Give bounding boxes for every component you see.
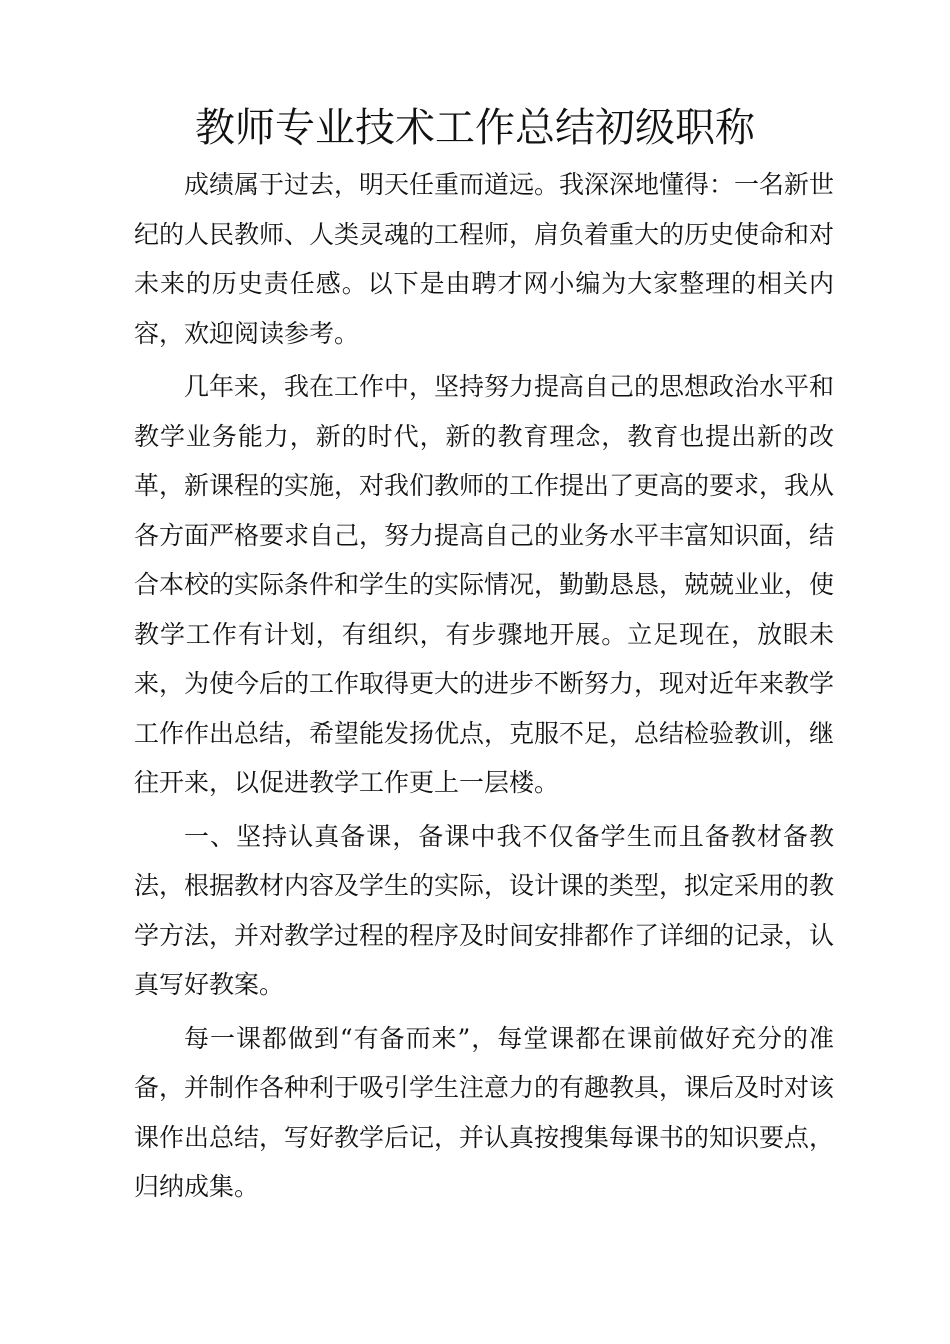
paragraph-class-readiness: 每一课都做到“有备而来”，每堂课都在课前做好充分的准备，并制作各种利于吸引学生注意力的有趣教具，课后及时对该课作出总结，写好教学后记，并认真按搜集每课书的知识要点，归纳成集。 (134, 1023, 835, 1201)
paragraph-overview: 几年来，我在工作中，坚持努力提高自己的思想政治水平和教学业务能力，新的时代，新的教育理念，教育也提出新的改革，新课程的实施，对我们教师的工作提出了更高的要求，我从各方面严格要求自己，努力提高自己的业务水平丰富知识面，结合本校的实际条件和学生的实际情况，勤勤恳恳，兢兢业业，使教学工作有计划，有组织，有步骤地开展。立足现在，放眼未来，为使今后的工作取得更大的进步不断努力，现对近年来教学工作作出总结，希望能发扬优点，克服不足，总结检验教训，继往开来，以促进教学工作更上一层楼。 (134, 372, 835, 797)
paragraph-lesson-preparation: 一、坚持认真备课，备课中我不仅备学生而且备教材备教法，根据教材内容及学生的实际，设计课的类型，拟定采用的教学方法，并对教学过程的程序及时间安排都作了详细的记录，认真写好教案。 (134, 821, 835, 999)
paragraph-intro: 成绩属于过去，明天任重而道远。我深深地懂得：一名新世纪的人民教师、人类灵魂的工程师，肩负着重大的历史使命和对未来的历史责任感。以下是由聘才网小编为大家整理的相关内容，欢迎阅读参考。 (134, 170, 835, 348)
document-title: 教师专业技术工作总结初级职称 (195, 105, 755, 151)
document-body (134, 160, 834, 1216)
